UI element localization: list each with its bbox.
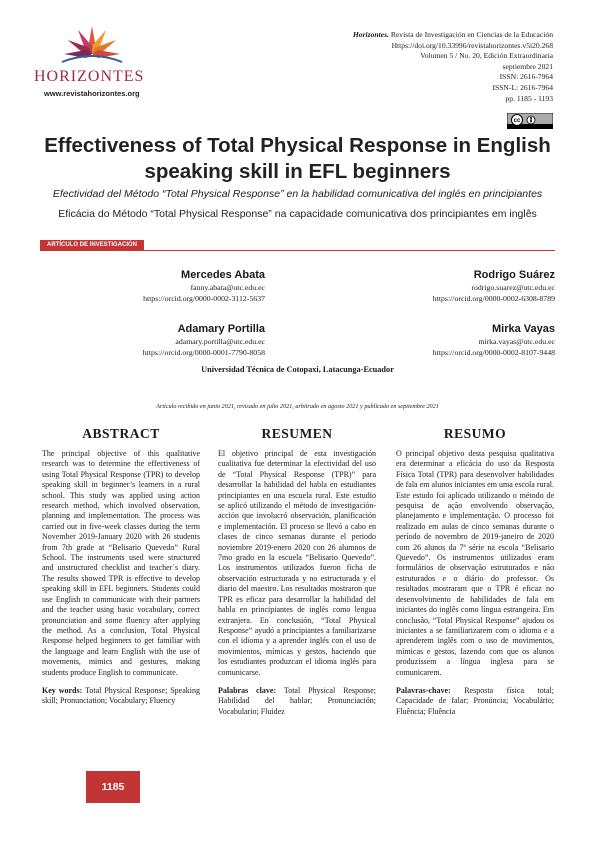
journal-name-rest: Revista de Investigación en Ciencias de la Educación: [388, 30, 553, 39]
author-orcid[interactable]: https://orcid.org/0000-0002-8107-9448: [432, 348, 555, 357]
keywords-label: Palabras clave:: [218, 685, 277, 695]
svg-text:cc: cc: [513, 118, 521, 125]
journal-info: [253, 30, 553, 104]
paper-title: Effectiveness of Total Physical Response in English speaking skill in EFL beginners: [44, 134, 551, 183]
author-orcid[interactable]: https://orcid.org/0000-0001-7790-8058: [142, 348, 265, 357]
university-affiliation: Universidad Técnica de Cotopaxi, Latacunga-Ecuador: [201, 365, 394, 374]
volume-info: Volumen 5 / No. 20, Edición Extraordinaria: [420, 51, 553, 61]
author-block: [325, 322, 555, 358]
page-range: pp. 1185 - 1193: [505, 93, 553, 103]
logo-wordmark: HORIZONTES: [34, 68, 145, 85]
issn: ISSN: 2616-7964: [499, 72, 553, 82]
author-name: Mercedes Abata: [181, 269, 265, 281]
keywords-label: Palavras-chave:: [396, 685, 451, 695]
keywords: [396, 686, 554, 717]
abstract-heading: RESUMEN: [261, 426, 333, 441]
author-block: [325, 268, 555, 304]
keywords: [218, 686, 376, 717]
journal-name: Horizontes.: [352, 30, 389, 39]
page-number: 1185: [86, 771, 140, 803]
keywords-label: Key words:: [42, 685, 83, 695]
abstract-heading: RESUMO: [443, 426, 507, 441]
abstract-english: [42, 426, 200, 707]
abstract-body: El objetivo principal de esta investigación cualitativa fue determinar la efectividad del uso de “Total Physical Response (TPR)” para desarrollar la habilidad del habla en estudiantes principiantes en una escuela rural. Este estudio se aplicó utilizando el método de investigación-acción que involucró observación, planificación e implementación. El proceso se llevó a cabo en clases de cinco semanas durante el periodo noviembre 2019-enero 2020 con 26 alumnos de 7mo grado en la escuela “Belisario Quevedo”. Los instrumentos utilizados fueron ficha de observación estructurada y no estructurada y el diario del maestro. Los resultados mostraron que TPR es eficaz para desarrollar la habilidad del habla en principiantes de inglés como lengua extranjera. En conclusión, “Total Physical Response” ayudó a principiantes a familiarizarse con el idioma y a aprender inglés con el uso de movimientos, mímicas y gestos, haciendo que los estudiantes produzcan el idioma inglés para comunicarse.: [218, 449, 376, 677]
author-block: [35, 268, 265, 304]
author-block: [35, 322, 265, 358]
author-orcid[interactable]: https://orcid.org/0000-0002-6308-8789: [432, 294, 555, 303]
author-name: Adamary Portilla: [177, 323, 265, 335]
abstract-heading: ABSTRACT: [82, 426, 160, 441]
doi-link[interactable]: Https://doi.org/10.33996/revistahorizontes.v5i20.268: [391, 40, 553, 50]
abstract-body: The principal objective of this qualitative research was to determine the effectiveness of using Total Physical Response (TPR) to develop speaking skill in beginner’s learners in a rural school. This study was applied using action research method, which involved observation, planning and implementation. The process was carried out in five-week classes during the term November 2019-January 2020 with 26 students from 7th grade at “Belisario Quevedo” Rural School. The instruments used were structured and unstructured checklist and teacher´s diary. The results showed TPR is effective to develop speaking skill in EFL beginners. Students could use English to communicate with their partners and the teacher using basic vocabulary, correct pronunciation and some fluency after applying the method. As a conclusion, Total Physical Response helped beginners to get familiar with the language and learn English with the use of movements, mimics and gestures, making students produce English to communicate.: [42, 449, 200, 677]
abstract-spanish: [218, 426, 376, 717]
keywords-list: Resposta física total; Capacidade de falar; Pronúncia; Vocabulário; Fluência; Fluência: [396, 685, 554, 716]
publication-date: septiembre 2021: [502, 61, 553, 71]
abstract-portuguese: [396, 426, 554, 717]
section-divider: [40, 250, 555, 251]
author-email[interactable]: fanny.abata@utc.edu.ec: [190, 283, 265, 292]
keywords-list: Total Physical Response; Speaking skill; Pronunciation; Vocabulary; Fluency: [42, 685, 201, 706]
author-email[interactable]: rodrigo.suarez@utc.edu.ec: [471, 283, 555, 292]
cc-by-license-icon[interactable]: [507, 113, 553, 129]
journal-website-link[interactable]: www.revistahorizontes.org: [44, 89, 140, 98]
keywords-list: Total Physical Response; Habilidad del hablar; Pronunciación; Vocabulario; Fluidez: [218, 685, 376, 716]
author-name: Mirka Vayas: [492, 323, 555, 335]
article-type-badge: ARTÍCULO DE INVESTIGACIÓN: [40, 240, 144, 250]
issn-l: ISSN-L: 2616-7964: [492, 82, 553, 92]
author-email[interactable]: adamary.portilla@utc.edu.ec: [175, 337, 265, 346]
author-email[interactable]: mirka.vayas@utc.edu.ec: [478, 337, 555, 346]
author-name: Rodrigo Suárez: [473, 269, 555, 281]
subtitle-spanish: Efectividad del Método “Total Physical Response” en la habilidad comunicativa del inglés en principiantes: [52, 188, 543, 200]
author-orcid[interactable]: https://orcid.org/0000-0002-3112-5637: [143, 294, 265, 303]
abstract-body: O principal objetivo desta pesquisa qualitativa era determinar a eficácia do uso da Resposta Física Total (TPR) para desenvolver habilidades de fala em alunos iniciantes em uma escola rural. Este estudo foi aplicado utilizando o método de pesquisa de ação envolvendo observação, planejamento e implementação. O processo foi realizado em aulas de cinco semanas durante o período de novembro de 2019-janeiro de 2020 com 26 alunos da 7ª série na escola “Belisario Quevedo”. Os instrumentos utilizados eram formulários de observação estruturados e não estruturados e o diário do professor. Os resultados mostraram que o TPR é eficaz no desenvolvimento de habilidades de fala em iniciantes do inglês como língua estrangeira. Em conclusão, “Total Physical Response” ajudou os iniciantes a se familiarizarem com o idioma e a aprenderem inglês com o uso de movimentos, mímicas e gestos, fazendo com que os alunos produzissem a língua inglesa para se comunicarem.: [396, 449, 554, 677]
subtitle-portuguese: Eficácia do Método “Total Physical Response” na capacidade comunicativa dos principiantes em inglês: [58, 208, 537, 220]
article-history: Artículo recibido en junio 2021, revisado en julio 2021, arbitrado en agosto 2021 y publicado en septiembre 2021: [156, 403, 439, 410]
keywords: [42, 686, 200, 707]
